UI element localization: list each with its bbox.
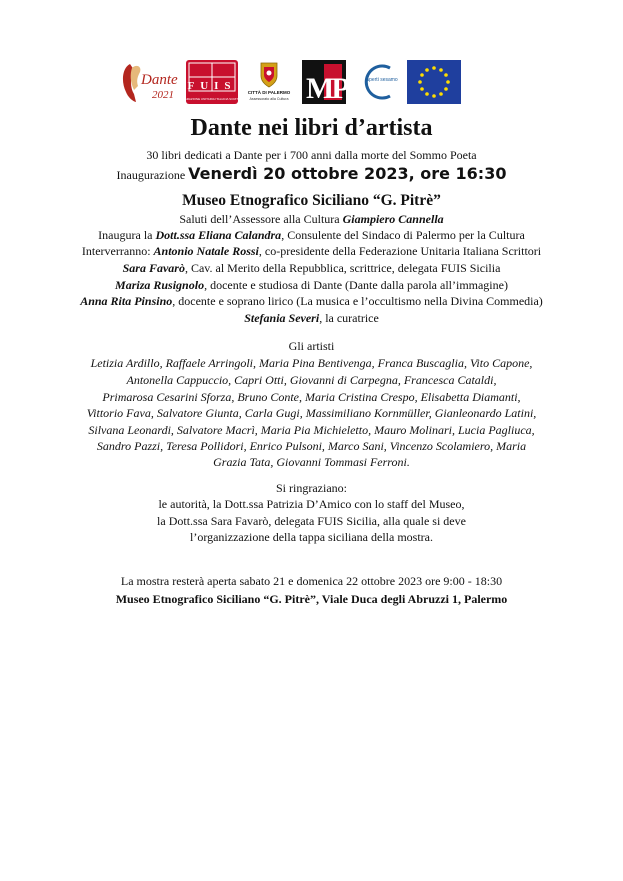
speaker-name: Sara Favarò [122, 261, 185, 275]
artists-line: Vittorio Fava, Salvatore Giunta, Carla Gugi, Massimiliano Kornmüller, Gianleonardo Latini, [86, 406, 537, 420]
eu-flag-logo [407, 60, 461, 104]
artists-line: Sandro Pazzi, Teresa Pollidori, Enrico Pulsoni, Marco Sani, Vincenzo Scolamiero, Maria [96, 439, 527, 453]
opening-hours: La mostra resterà aperta sabato 21 e domenica 22 ottobre 2023 ore 9:00 - 18:30 [120, 574, 503, 588]
dante-logo-year: 2021 [152, 89, 174, 101]
artists-line: Antonella Cappuccio, Capri Otti, Giovanni di Carpegna, Francesca Cataldi, [126, 373, 497, 387]
inauguration-label: Inaugurazione [116, 168, 186, 182]
program-line-3 [0, 244, 623, 259]
inauguration-line [0, 164, 623, 183]
inauguration-datetime: Venerdì 20 ottobre 2023, ore 16:30 [188, 164, 507, 183]
program-text: , la curatrice [319, 311, 379, 325]
program-text: , Consulente del Sindaco di Palermo per la Cultura [281, 228, 525, 242]
fuis-logo-text: FUIS [187, 80, 237, 92]
palermo-logo-line2: Assessorato alla Cultura [249, 97, 289, 101]
program-line-7 [0, 311, 623, 326]
museo-pitre-logo [302, 60, 346, 104]
speaker-name: Antonio Natale Rossi [153, 244, 259, 258]
thanks-line: la Dott.ssa Sara Favarò, delegata FUIS Sicilia, alla quale si deve [157, 514, 466, 528]
program-text: , Cav. al Merito della Repubblica, scrittrice, delegata FUIS Sicilia [184, 261, 501, 275]
speaker-name: Mariza Rusignolo [115, 278, 205, 292]
artists-line: Letizia Ardillo, Raffaele Arringoli, Maria Pina Bentivenga, Franca Buscaglia, Vito Capone, [90, 356, 533, 370]
dante-2021-logo [118, 60, 180, 104]
program-line-6 [0, 294, 623, 309]
fuis-logo [178, 60, 246, 104]
aperti-sesamo-logo [356, 60, 402, 104]
program-line-4 [0, 261, 623, 276]
speaker-name: Giampiero Cannella [342, 212, 444, 226]
speaker-name: Anna Rita Pinsino [80, 294, 173, 308]
dante-logo-text: Dante [141, 72, 178, 88]
program-text: , docente e studiosa di Dante (Dante dalla parola all’immagine) [204, 278, 508, 292]
thanks-heading: Si ringraziano: [276, 481, 347, 495]
citta-di-palermo-logo [249, 60, 289, 104]
artists-line: Grazia Tata, Giovanni Tommasi Ferroni. [213, 455, 410, 469]
mp-logo-text: MP [306, 72, 347, 105]
aperti-logo-text: aperti sesamo [366, 77, 398, 83]
thanks-line: le autorità, la Dott.ssa Patrizia D’Amico con lo staff del Museo, [158, 497, 465, 511]
program-text: , docente e soprano lirico (La musica e l’occultismo nella Divina Commedia) [172, 294, 543, 308]
program-text: Saluti dell’Assessore alla Cultura [179, 212, 343, 226]
logo-strip [118, 60, 463, 104]
venue-address: Museo Etnografico Siciliano “G. Pitrè”, Viale Duca degli Abruzzi 1, Palermo [115, 592, 508, 606]
program-line-2 [0, 228, 623, 243]
artists-line: Silvana Leonardi, Salvatore Macrì, Maria Pia Michieletto, Mauro Molinari, Lucia Pagliuca, [88, 423, 535, 437]
speaker-name: Dott.ssa Eliana Calandra [155, 228, 282, 242]
palermo-logo-line1: CITTÀ DI PALERMO [247, 90, 291, 95]
thanks-line: l’organizzazione della tappa siciliana della mostra. [189, 530, 433, 544]
program-line-1 [0, 212, 623, 227]
program-text: Interverranno: [81, 244, 154, 258]
artists-line: Primarosa Cesarini Sforza, Bruno Conte, Maria Cristina Crespo, Elisabetta Diamanti, [102, 390, 521, 404]
program-text: , co-presidente della Federazione Unitaria Italiana Scrittori [258, 244, 542, 258]
speaker-name: Stefania Severi [244, 311, 320, 325]
page-subtitle: 30 libri dedicati a Dante per i 700 anni dalla morte del Sommo Poeta [146, 148, 477, 162]
program-text: Inaugura la [98, 228, 156, 242]
program-line-5 [0, 278, 623, 293]
venue-heading: Museo Etnografico Siciliano “G. Pitrè” [182, 192, 441, 209]
fuis-logo-subtext: FEDERAZIONE UNITARIA ITALIANA SCRITTORI [178, 97, 246, 101]
page-title: Dante nei libri d’artista [190, 115, 433, 141]
eu-stars-icon [407, 60, 461, 104]
artists-heading: Gli artisti [288, 339, 335, 353]
